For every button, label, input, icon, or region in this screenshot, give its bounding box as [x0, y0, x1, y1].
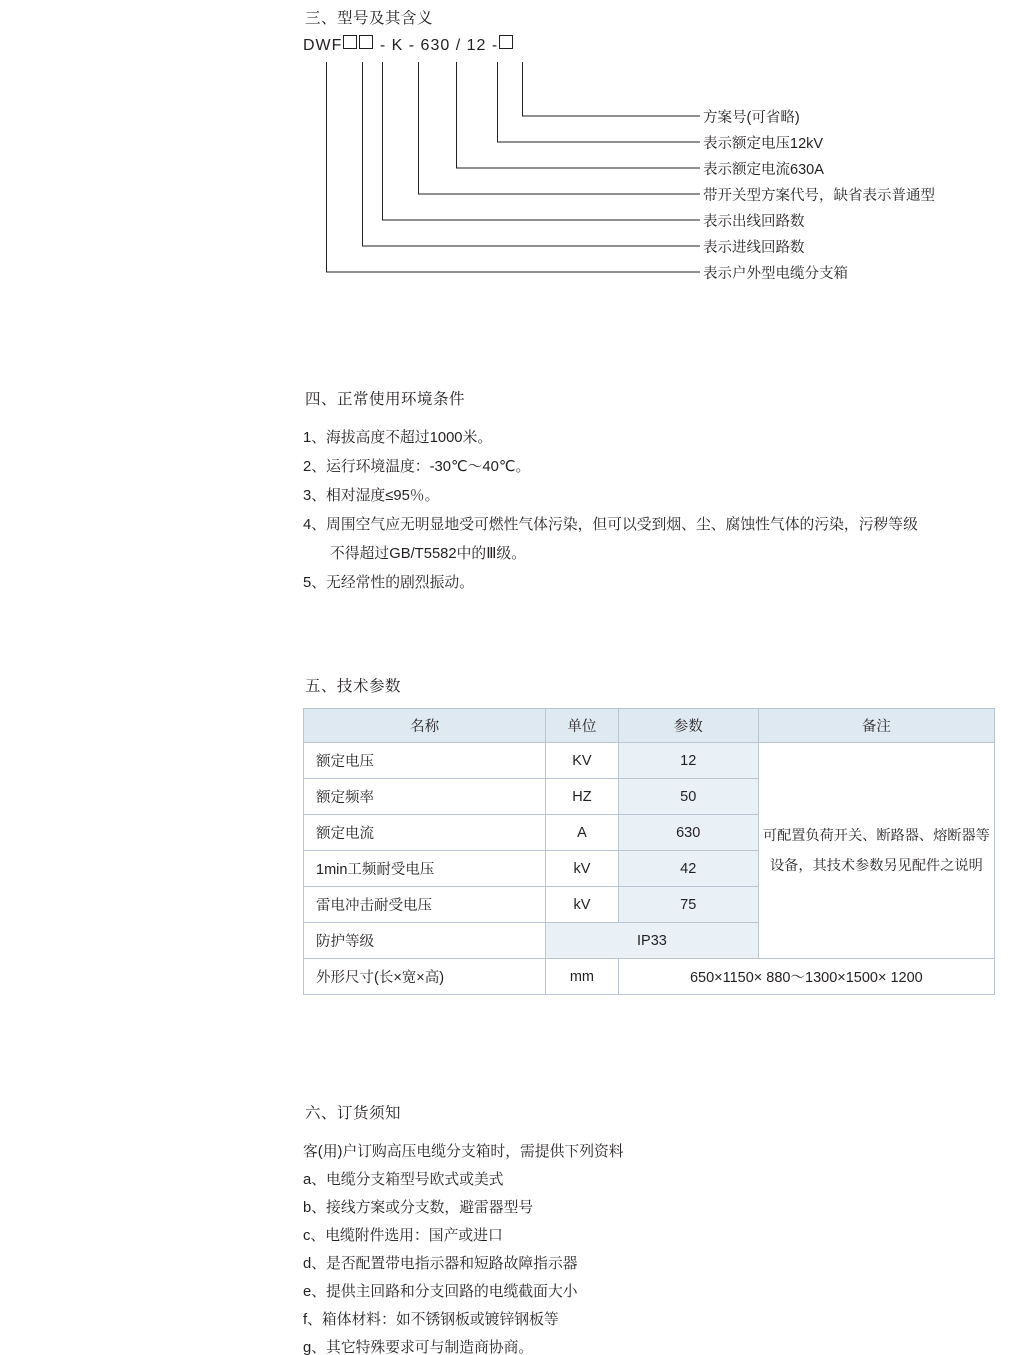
leader-label-2: 表示额定电压12kV [703, 136, 824, 152]
section-6-item: g、其它特殊要求可与制造商协商。 [303, 1340, 534, 1355]
model-code-prefix: DWF [303, 37, 343, 54]
cell-param: IP33 [546, 923, 759, 959]
table-row [304, 743, 995, 779]
section-6-item: c、电缆附件选用：国产或进口 [303, 1228, 503, 1244]
leader-label-1: 方案号(可省略) [703, 110, 800, 126]
model-code-leader-lines [300, 52, 1000, 292]
cell-name: 额定电压 [304, 743, 546, 779]
section-4-heading: 四、正常使用环境条件 [305, 391, 466, 408]
section-3-heading: 三、型号及其含义 [305, 10, 434, 27]
cell-name: 额定频率 [304, 779, 546, 815]
leader-label-6: 表示进线回路数 [703, 240, 805, 256]
section-4-list [303, 424, 963, 598]
table-row [304, 959, 995, 995]
model-code-box-1 [343, 35, 357, 49]
cell-name: 外形尺寸(长×宽×高) [304, 959, 546, 995]
section-5-heading: 五、技术参数 [305, 678, 402, 695]
table-header-unit: 单位 [546, 709, 619, 743]
section-4-item: 4、周围空气应无明显地受可燃性气体污染，但可以受到烟、尘、腐蚀性气体的污染，污秽等级 [303, 517, 918, 533]
leader-label-3: 表示额定电流630A [703, 162, 824, 178]
section-6-item: e、提供主回路和分支回路的电缆截面大小 [303, 1284, 578, 1300]
cell-name: 1min工频耐受电压 [304, 851, 546, 887]
cell-unit: HZ [546, 779, 619, 815]
section-6-list [303, 1138, 983, 1355]
cell-unit: mm [546, 959, 619, 995]
section-4-item: 2、运行环境温度：-30℃～40℃。 [303, 459, 531, 475]
section-4-item: 5、无经常性的剧烈振动。 [303, 575, 474, 591]
cell-param: 42 [618, 851, 758, 887]
cell-param: 75 [618, 887, 758, 923]
section-6-item: a、电缆分支箱型号欧式或美式 [303, 1172, 504, 1188]
leader-label-7: 表示户外型电缆分支箱 [703, 266, 848, 282]
cell-param: 12 [618, 743, 758, 779]
cell-param: 630 [618, 815, 758, 851]
cell-name: 额定电流 [304, 815, 546, 851]
cell-remark: 可配置负荷开关、断路器、熔断器等设备，其技术参数另见配件之说明 [758, 743, 994, 959]
model-code-box-2 [359, 35, 373, 49]
model-code-tail: - K - 630 / 12 - [379, 37, 499, 54]
section-6-item: b、接线方案或分支数，避雷器型号 [303, 1200, 534, 1216]
section-6-lead: 客(用)户订购高压电缆分支箱时，需提供下列资料 [303, 1144, 624, 1160]
section-4-item-continuation: 不得超过GB/T5582中的Ⅲ级。 [330, 546, 527, 562]
spec-table [303, 708, 995, 995]
model-code-box-3 [499, 35, 513, 49]
cell-param: 50 [618, 779, 758, 815]
section-6-item: f、箱体材料：如不锈钢板或镀锌钢板等 [303, 1312, 559, 1328]
section-6-heading: 六、订货须知 [305, 1105, 402, 1122]
section-4-item: 1、海拔高度不超过1000米。 [303, 430, 493, 446]
section-4-item: 3、相对湿度≤95％。 [303, 488, 440, 504]
section-6-item: d、是否配置带电指示器和短路故障指示器 [303, 1256, 578, 1272]
cell-param: 650×1150× 880～1300×1500× 1200 [618, 959, 994, 995]
cell-unit: kV [546, 851, 619, 887]
leader-label-4: 带开关型方案代号，缺省表示普通型 [703, 188, 935, 204]
cell-unit: kV [546, 887, 619, 923]
table-header-remark: 备注 [758, 709, 994, 743]
table-header-name: 名称 [304, 709, 546, 743]
cell-unit: A [546, 815, 619, 851]
cell-name: 雷电冲击耐受电压 [304, 887, 546, 923]
leader-label-5: 表示出线回路数 [703, 214, 805, 230]
table-header-param: 参数 [618, 709, 758, 743]
cell-name: 防护等级 [304, 923, 546, 959]
table-header-row [304, 709, 995, 743]
cell-unit: KV [546, 743, 619, 779]
